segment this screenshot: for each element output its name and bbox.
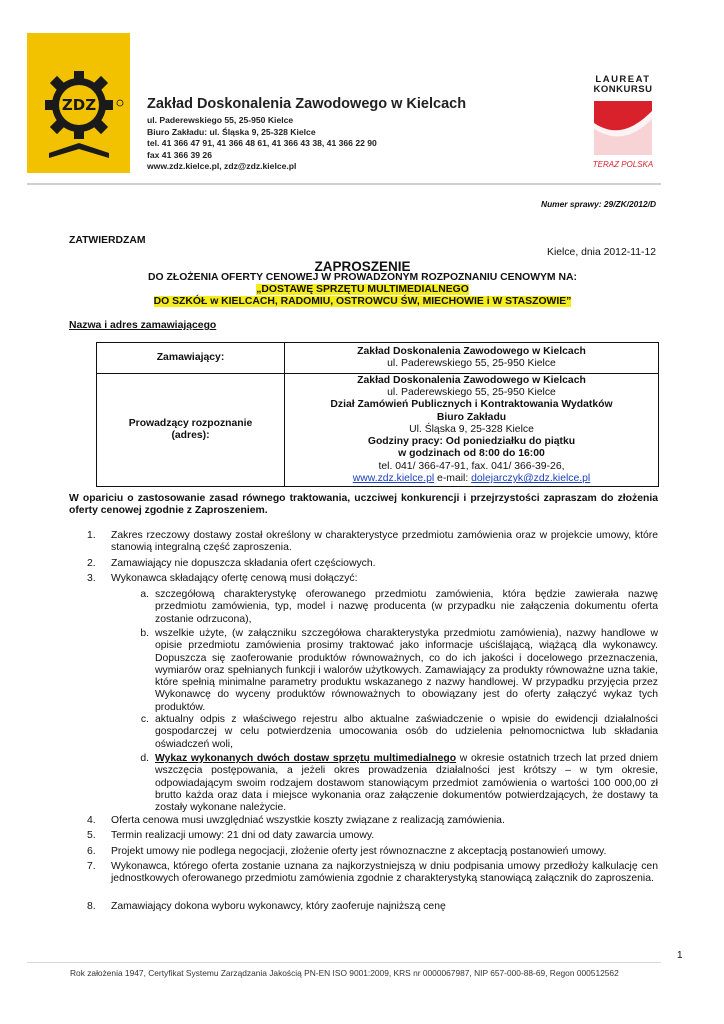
list-item: Zamawiający nie dopuszcza składania ofert częściowych. — [111, 558, 376, 569]
working-hours: Godziny pracy: Od poniedziałku do piątku — [367, 436, 576, 448]
list-item: Oferta cenowa musi uwzględniać wszystkie koszty związane z realizacją zamówienia. — [111, 815, 505, 826]
place-date: Kielce, dnia 2012-11-12 — [547, 247, 656, 258]
sub-list-letter: a. — [140, 589, 149, 600]
sub-list-letter: c. — [140, 714, 149, 725]
conductor-office: Biuro Zakładu — [436, 411, 507, 423]
list-item: Termin realizacji umowy: 21 dni od daty zawarcia umowy. — [111, 830, 375, 841]
conductor-office-address: Ul. Śląska 9, 25-328 Kielce — [409, 423, 534, 435]
subtitle-highlight-3: DO SZKÓŁ w KIELCACH, RADOMIU, OSTROWCU ŚW, MIECHOWIE i W STASZOWIE” — [153, 296, 572, 307]
sub-list-letter: d. — [140, 753, 149, 764]
list-number: 2. — [87, 558, 96, 569]
conductor-department: Dział Zamówień Publicznych i Kontraktowania Wydatków — [330, 399, 613, 411]
teraz-polska-emblem-icon — [588, 99, 658, 159]
intro-paragraph: W opariciu o zastosowanie zasad równego traktowania, uczciwej konkurencji i przejrzystości zapraszam do złożenia oferty cenowej zgodnie z Zaproszeniem. — [69, 493, 658, 517]
conductor-label: Prowadzący rozpoznanie — [128, 417, 253, 429]
working-hours-time: w godzinach od 8:00 do 16:00 — [398, 448, 545, 460]
contracting-authority-table — [96, 342, 659, 487]
conductor-name: Zakład Doskonalenia Zawodowego w Kielcach — [357, 374, 586, 386]
organization-name: Zakład Doskonalenia Zawodowego w Kielcach — [147, 96, 467, 112]
sub-list-item-rest: w okresie ostatnich trzech lat przed dniem wszczęcia postępowania, a jeżeli okres prowadzenia działalności jest krótszy – w tym okresie, odpowiadającym swoim rodzajem dostawom stanowiącym przedmiot zamówienia o wartości 100 000,00 zł brutto każda oraz data i miejsce wykonania oraz załączenie dokumentów potwierdzających, że dostawy ta zostały wykonane należycie. — [155, 753, 658, 814]
email-label: e-mail: — [434, 473, 472, 485]
org-phone-line: tel. 41 366 47 91, 41 366 48 61, 41 366 43 38, 41 366 22 90 — [147, 138, 377, 148]
header-divider — [27, 183, 661, 185]
list-number: 3. — [87, 573, 96, 584]
table-cell-label — [97, 374, 285, 487]
table-row — [97, 343, 659, 374]
laureat-title: LAUREAT — [595, 74, 651, 85]
conductor-label-sub: (adres): — [171, 430, 210, 441]
org-web-line: www.zdz.kielce.pl, zdz@zdz.kielce.pl — [147, 161, 297, 171]
org-fax-line: fax 41 366 39 26 — [147, 149, 212, 160]
sub-list-item: aktualny odpis z właściwego rejestru albo aktualne zaświadczenie o wpisie do ewidencji działalności gospodarczej w celu potwierdzenia umocowania osób do udzielenia pełnomocnictwa lub składania oświadczeń woli, — [155, 714, 658, 750]
sub-list-item: szczegółową charakterystykę oferowanego przedmiotu zamówienia, która będzie zawierała nazwę przedmiotu zamówienia, typ, model i nazwę producenta (w przypadku nie załączenia dokumentu oferta zostanie odrzucona), — [155, 589, 658, 625]
table-cell-label: Zamawiający: — [97, 343, 285, 374]
sub-list-item — [155, 753, 658, 814]
subtitle-line-2 — [69, 284, 656, 296]
list-item: Zakres rzeczowy dostawy został określony w charakterystyce przedmiotu zamówienia oraz w projekcie umowy, które stanowią integralną część zaproszenia. — [111, 530, 658, 554]
list-item: Wykonawca składający ofertę cenową musi dołączyć: — [111, 573, 358, 584]
list-number: 5. — [87, 830, 96, 841]
table-cell-value — [285, 374, 659, 487]
org-address-line: ul. Paderewskiego 55, 25-950 Kielce — [147, 115, 294, 125]
org-office-line: Biuro Zakładu: ul. Śląska 9, 25-328 Kielce — [147, 126, 316, 137]
footer-divider — [27, 962, 661, 963]
table-row — [97, 374, 659, 487]
subtitle-line-1: DO ZŁOŻENIA OFERTY CENOWEJ W PROWADZONYM ROZPOZNANIU CENOWYM NA: — [148, 272, 577, 283]
approval-label: ZATWIERDZAM — [69, 235, 146, 246]
sub-list-item-emphasis: Wykaz wykonanych dwóch dostaw sprzętu multimedialnego — [155, 753, 457, 764]
list-item: Zamawiający dokona wyboru wykonawcy, który zaoferuje najniższą cenę — [111, 901, 446, 912]
contact-web-email — [285, 473, 658, 485]
list-number: 6. — [87, 846, 96, 857]
authority-name: Zakład Doskonalenia Zawodowego w Kielcach — [357, 345, 586, 357]
page-title: ZAPROSZENIE — [314, 259, 411, 274]
zdz-logo — [27, 33, 130, 173]
subtitle-line-3 — [69, 296, 656, 308]
list-number: 8. — [87, 901, 96, 912]
email-link[interactable]: dolejarczyk@zdz.kielce.pl — [471, 473, 591, 485]
contact-phone: tel. 041/ 366-47-91, fax. 041/ 366-39-26, — [378, 460, 565, 472]
list-item: Projekt umowy nie podlega negocjacji, złożenie oferty jest równoznaczne z akceptacją postanowień umowy. — [111, 846, 607, 857]
list-number: 1. — [87, 530, 96, 541]
sub-list-item: wszelkie użyte, (w załączniku szczegółowa charakterystyka przedmiotu zamówienia), nazwy handlowe w opisie przedmiotu zamówienia prosimy traktować jako informacje uściślającą, wiążącą dla wykonawcy. Dopuszcza się zaoferowanie produktów równoważnych, co do ich jakości i docelowego przeznaczenia, wymiarów oraz spełnianych funkcji i walorów użytkowych. Zamawiający za produkty równoważne uzna takie, które spełnią minimalne parametry produktu wskazanego z nazwy handlowej. W przypadku przyjęcia przez Wykonawcę do wyceny produktów równoważnych to obowiązany jest do oferty załączyć wykaz tych produktów. — [155, 628, 658, 713]
teraz-polska-label: TERAZ POLSKA — [592, 160, 654, 169]
list-item: Wykonawca, którego oferta zostanie uznana za najkorzystniejszą w dniu podpisania umowy przedłoży kalkulację cen jednostkowych oferowanego przedmiotu zamówienia zgodnie z charakterystyką stanowiącą załącznik do zaproszenia. — [111, 861, 658, 885]
conductor-address: ul. Paderewskiego 55, 25-950 Kielce — [387, 386, 556, 398]
footer-text: Rok założenia 1947, Certyfikat Systemu Zarządzania Jakością PN-EN ISO 9001:2009, KRS nr 0000067987, NIP 657-000-88-69, Regon 000512562 — [70, 968, 619, 978]
list-number: 4. — [87, 815, 96, 826]
logo-text: ZDZ — [61, 96, 97, 114]
laureat-subtitle: KONKURSU — [593, 84, 653, 95]
sub-list-letter: b. — [140, 628, 149, 639]
authority-address: ul. Paderewskiego 55, 25-950 Kielce — [387, 358, 556, 369]
organization-info — [147, 96, 527, 173]
website-link[interactable]: www.zdz.kielce.pl — [352, 473, 435, 485]
page-number: 1 — [677, 950, 683, 961]
case-number: Numer sprawy: 29/ZK/2012/D — [541, 199, 656, 209]
table-cell-value — [285, 343, 659, 374]
list-number: 7. — [87, 861, 96, 872]
subtitle-highlight-2: „DOSTAWĘ SPRZĘTU MULTIMEDIALNEGO — [256, 284, 469, 295]
laureat-badge — [588, 75, 658, 187]
section-heading: Nazwa i adres zamawiającego — [69, 320, 217, 331]
